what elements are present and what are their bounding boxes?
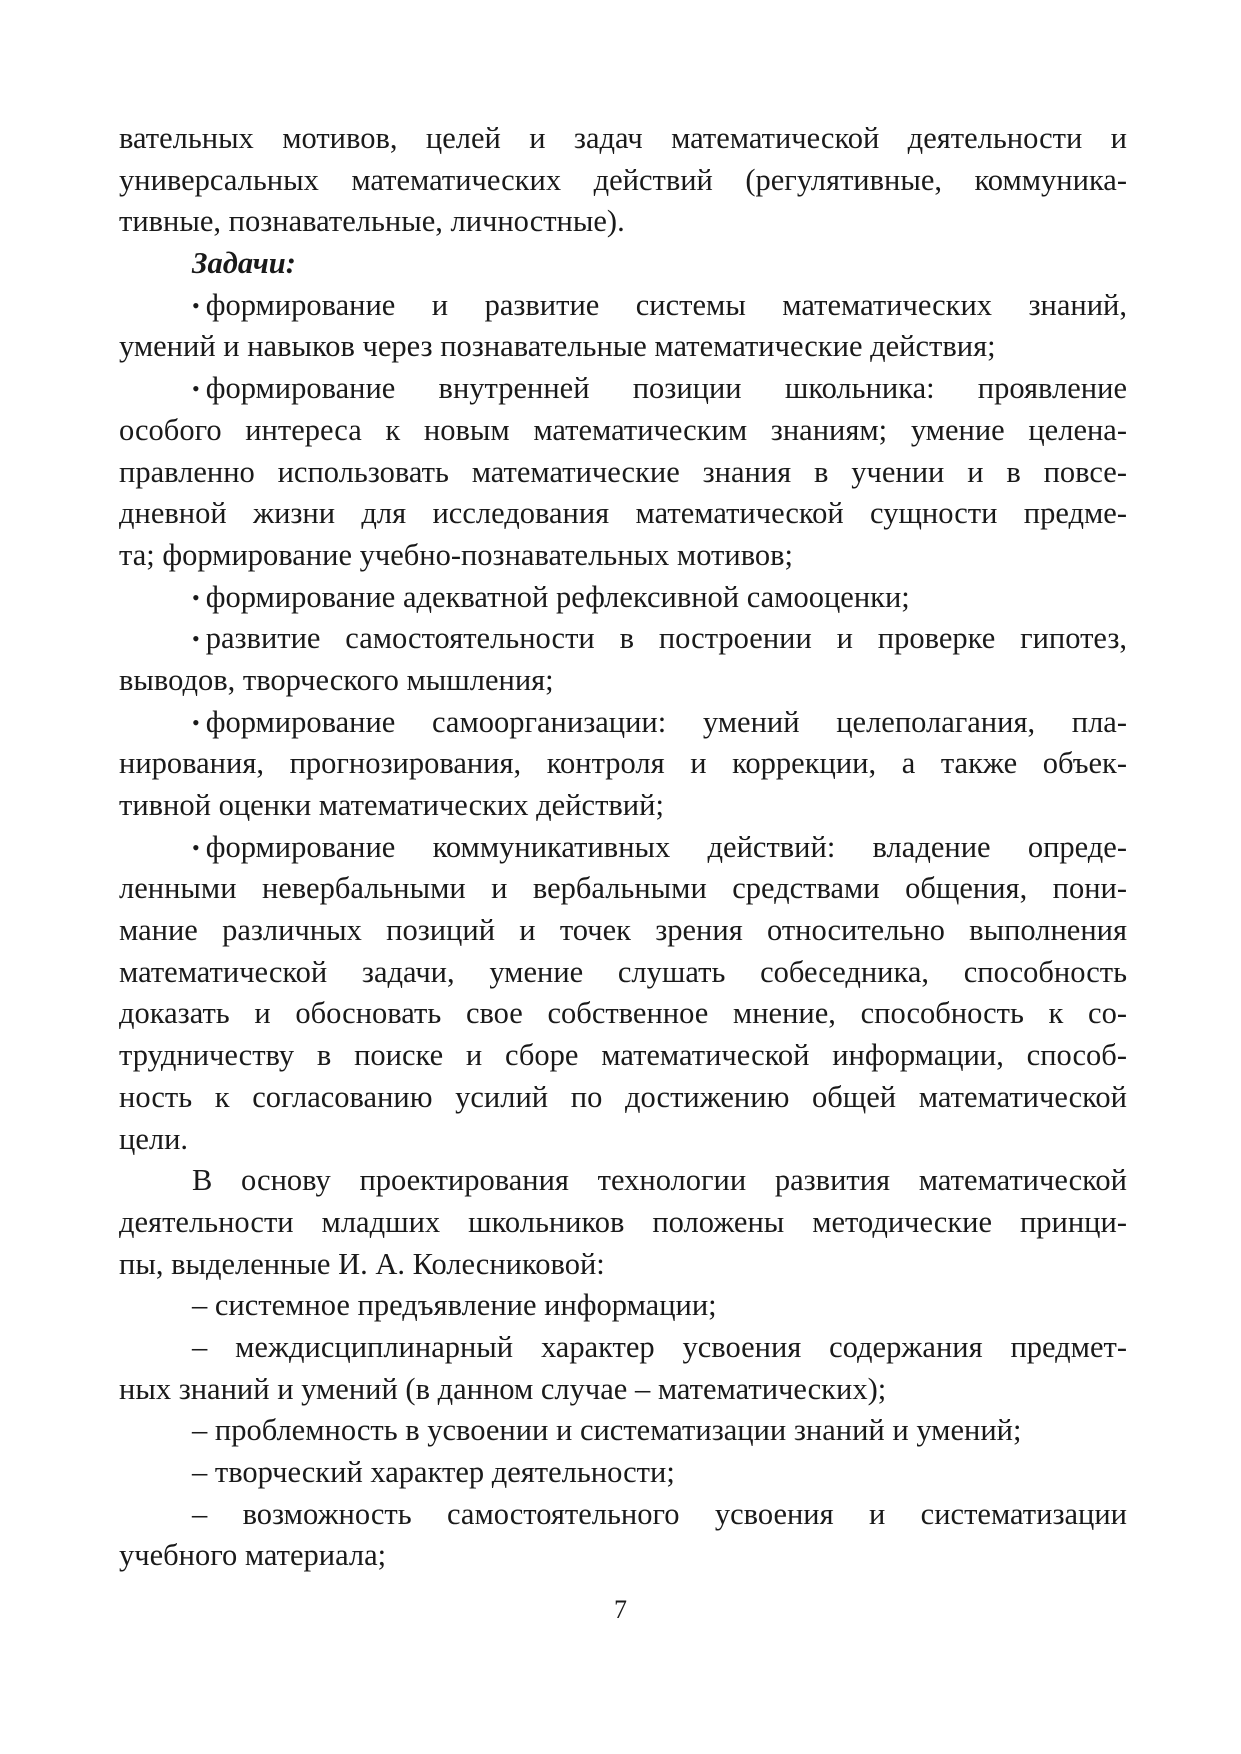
line-text: развитие самостоятельности в построении и проверке гипотез, xyxy=(205,621,1127,656)
text-line: умений и навыков через познавательные математические действия; xyxy=(119,329,996,364)
text-line xyxy=(119,618,1127,660)
text-line: математической задачи, умение слушать собеседника, способность xyxy=(119,954,1127,989)
text-line: ных знаний и умений (в данном случае – математических); xyxy=(119,1371,887,1406)
text-line: ность к согласованию усилий по достижению общей математической xyxy=(119,1079,1127,1114)
bullet-icon: • xyxy=(192,376,200,402)
text-line: – творческий характер деятельности; xyxy=(192,1455,675,1489)
text-line: трудничеству в поиске и сборе математической информации, способ- xyxy=(119,1038,1127,1073)
bullet-icon: • xyxy=(192,626,200,652)
line-text: формирование самоорганизации: умений целеполагания, пла- xyxy=(205,704,1127,739)
bullet-icon: • xyxy=(192,584,200,610)
text-line: В основу проектирования технологии развития математической xyxy=(192,1163,1127,1198)
text-line: деятельности младших школьников положены методические принци- xyxy=(119,1204,1127,1239)
text-line: правленно использовать математические знания в учении и в повсе- xyxy=(119,454,1127,489)
line-text: формирование коммуникативных действий: владение опреде- xyxy=(205,829,1127,864)
text-line: та; формирование учебно-познавательных мотивов; xyxy=(119,537,794,572)
principle-item xyxy=(119,1494,1127,1577)
bullet-icon: • xyxy=(192,292,200,318)
principle-item xyxy=(119,1285,1127,1327)
page-number: 7 xyxy=(614,1595,627,1624)
text-line: тивной оценки математических действий; xyxy=(119,788,664,822)
page-body xyxy=(119,118,1127,1577)
line-text: формирование внутренней позиции школьника: проявление xyxy=(205,371,1127,406)
text-line xyxy=(119,702,1127,744)
text-line xyxy=(119,577,1127,619)
text-line: мание различных позиций и точек зрения относительно выполнения xyxy=(119,913,1127,948)
text-line: – междисциплинарный характер усвоения содержания предмет- xyxy=(192,1329,1127,1364)
task-item xyxy=(119,618,1127,701)
text-line xyxy=(119,285,1127,327)
task-item xyxy=(119,368,1127,576)
bullet-icon: • xyxy=(192,834,200,860)
text-line: пы, выделенные И. А. Колесниковой: xyxy=(119,1246,605,1281)
text-line: – системное предъявление информации; xyxy=(192,1288,717,1323)
task-item xyxy=(119,285,1127,368)
text-line xyxy=(119,827,1127,869)
task-item xyxy=(119,827,1127,1161)
text-line: – возможность самостоятельного усвоения и систематизации xyxy=(192,1496,1127,1531)
principle-item xyxy=(119,1327,1127,1410)
principle-item xyxy=(119,1410,1127,1452)
task-item xyxy=(119,577,1127,619)
text-line xyxy=(119,368,1127,410)
text-line: – проблемность в усвоении и систематизации знаний и умений; xyxy=(192,1413,1022,1448)
line-text: формирование адекватной рефлексивной самооценки; xyxy=(205,579,910,614)
bullet-icon: • xyxy=(192,709,200,735)
text-line: вательных мотивов, целей и задач математической деятельности и xyxy=(119,121,1127,155)
text-line: выводов, творческого мышления; xyxy=(119,662,554,697)
text-line: нирования, прогнозирования, контроля и коррекции, а также объек- xyxy=(119,746,1127,781)
text-line: тивные, познавательные, личностные). xyxy=(119,204,625,239)
line-text: формирование и развитие системы математических знаний, xyxy=(205,287,1127,322)
principle-item xyxy=(119,1452,1127,1494)
principles-intro xyxy=(119,1160,1127,1285)
task-item xyxy=(119,702,1127,827)
text-line: учебного материала; xyxy=(119,1538,387,1573)
tasks-heading: Задачи: xyxy=(192,246,296,281)
intro-paragraph xyxy=(119,118,1127,243)
text-line: особого интереса к новым математическим знаниям; умение целена- xyxy=(119,412,1127,447)
text-line: дневной жизни для исследования математической сущности предме- xyxy=(119,496,1127,531)
text-line: цели. xyxy=(119,1121,189,1156)
text-line: универсальных математических действий (регулятивные, коммуника- xyxy=(119,162,1127,197)
text-line: доказать и обосновать свое собственное мнение, способность к со- xyxy=(119,996,1127,1031)
text-line: ленными невербальными и вербальными средствами общения, пони- xyxy=(119,871,1127,906)
